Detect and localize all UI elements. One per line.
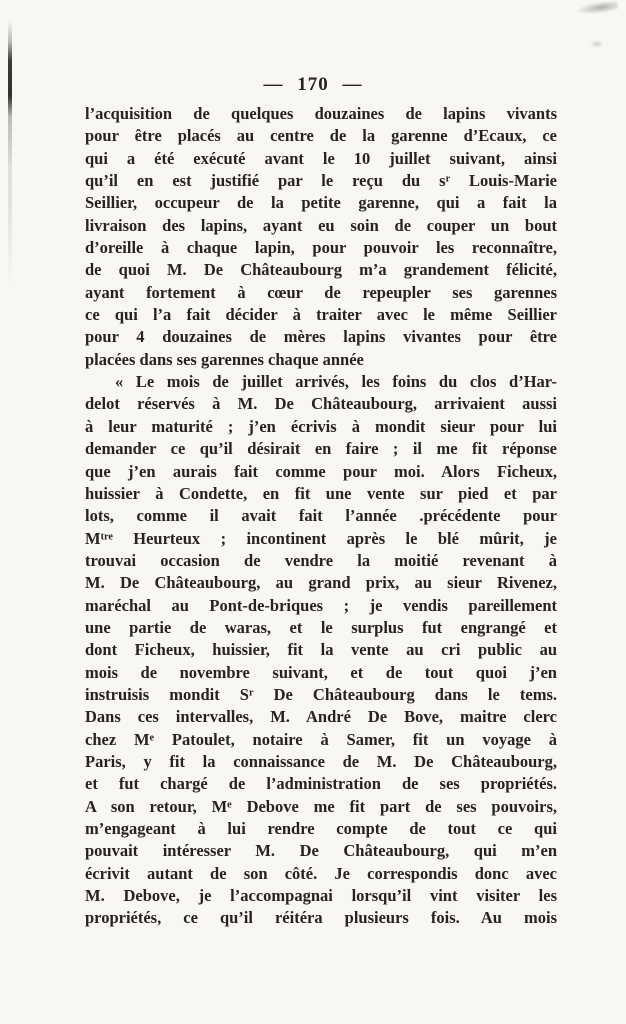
text-line: dont Ficheux, huissier, fit la vente au cri public au (85, 640, 557, 660)
text-line: d’oreille à chaque lapin, pour pouvoir les reconnaître, (85, 238, 557, 258)
text-line: demander ce qu’il désirait en faire ; il me fit réponse (85, 439, 557, 459)
text-line: écrivit autant de son côté. Je correspondis donc avec (85, 863, 557, 883)
text-line: à leur maturité ; j’en écrivis à mondit sieur pour lui (85, 416, 557, 436)
text-line: placées dans ses garennes chaque année (85, 349, 364, 369)
text-line: lots, comme il avait fait l’année .précédente pour (85, 506, 557, 526)
text-line: trouvai occasion de vendre la moitié revenant à (85, 550, 557, 570)
text-line: chez Me Patoulet, notaire à Samer, fit un voyage à (85, 729, 557, 749)
text-line: huissier à Condette, en fit une vente sur pied et par (85, 483, 557, 503)
text-block (85, 103, 557, 930)
text-line: l’acquisition de quelques douzaines de lapins vivants (85, 104, 557, 123)
text-line: Paris, y fit la connaissance de M. De Châteaubourg, (85, 751, 557, 771)
text-line: que j’en aurais fait comme pour moi. Alors Ficheux, (85, 461, 557, 481)
text-line: instruisis mondit $S^r$ De Châteaubourg dans le tems. (85, 684, 557, 704)
text-line: ce qui l’a fait décider à traiter avec le même Seillier (85, 305, 557, 325)
text-line: de quoi M. De Châteaubourg m’a grandement félicité, (85, 260, 557, 280)
text-line: M. De Châteaubourg, au grand prix, au sieur Rivenez, (85, 573, 557, 593)
text-line: A son retour, Me Debove me fit part de ses pouvoirs, (85, 796, 557, 816)
text-line: propriétés, ce qu’il réitéra plusieurs fois. Au mois (85, 908, 557, 928)
scan-artifact-speck (590, 40, 604, 48)
text-line: qu’il en est justifié par le reçu du $s^r$ Louis-Marie (85, 171, 558, 191)
text-line: Dans ces intervalles, M. André De Bove, maitre clerc (85, 707, 557, 727)
text-line: et fut chargé de l’administration de ses propriétés. (85, 774, 557, 794)
text-line: Seillier, occupeur de la petite garenne, qui a fait la (85, 193, 557, 213)
text-line: ayant fortement à cœur de repeupler ses garennes (85, 282, 557, 302)
text-line: pouvait intéresser M. De Châteaubourg, qui m’en (85, 841, 557, 861)
text-line: livraison des lapins, ayant eu soin de couper un bout (85, 215, 557, 235)
text-line: m’engageant à lui rendre compte de tout ce qui (85, 819, 557, 838)
scan-artifact-left-edge (8, 20, 12, 290)
text-line: mois de novembre suivant, et de tout quoi j’en (85, 662, 557, 682)
text-line: une partie de waras, et le surplus fut engrangé et (85, 617, 557, 637)
text-line: $M^{tre}$ Heurteux ; incontinent après le blé mûrit, je (85, 528, 557, 548)
text-line: M. Debove, je l’accompagnai lorsqu’il vint visiter les (85, 886, 557, 906)
text-line: « Le mois de juillet arrivés, les foins du clos d’Har- (115, 372, 557, 392)
text-line: delot réservés à M. De Châteaubourg, arrivaient aussi (85, 394, 557, 414)
text-line: pour 4 douzaines de mères lapins vivantes pour être (85, 327, 557, 347)
text-line: pour être placés au centre de la garenne d’Ecaux, ce (85, 126, 557, 146)
text-line: maréchal au Pont-de-briques ; je vendis pareillement (85, 595, 557, 615)
text-line: qui a été exécuté avant le 10 juillet suivant, ainsi (85, 148, 557, 168)
page-number: — 170 — (263, 74, 363, 95)
scan-artifact-corner-speck (575, 0, 618, 17)
